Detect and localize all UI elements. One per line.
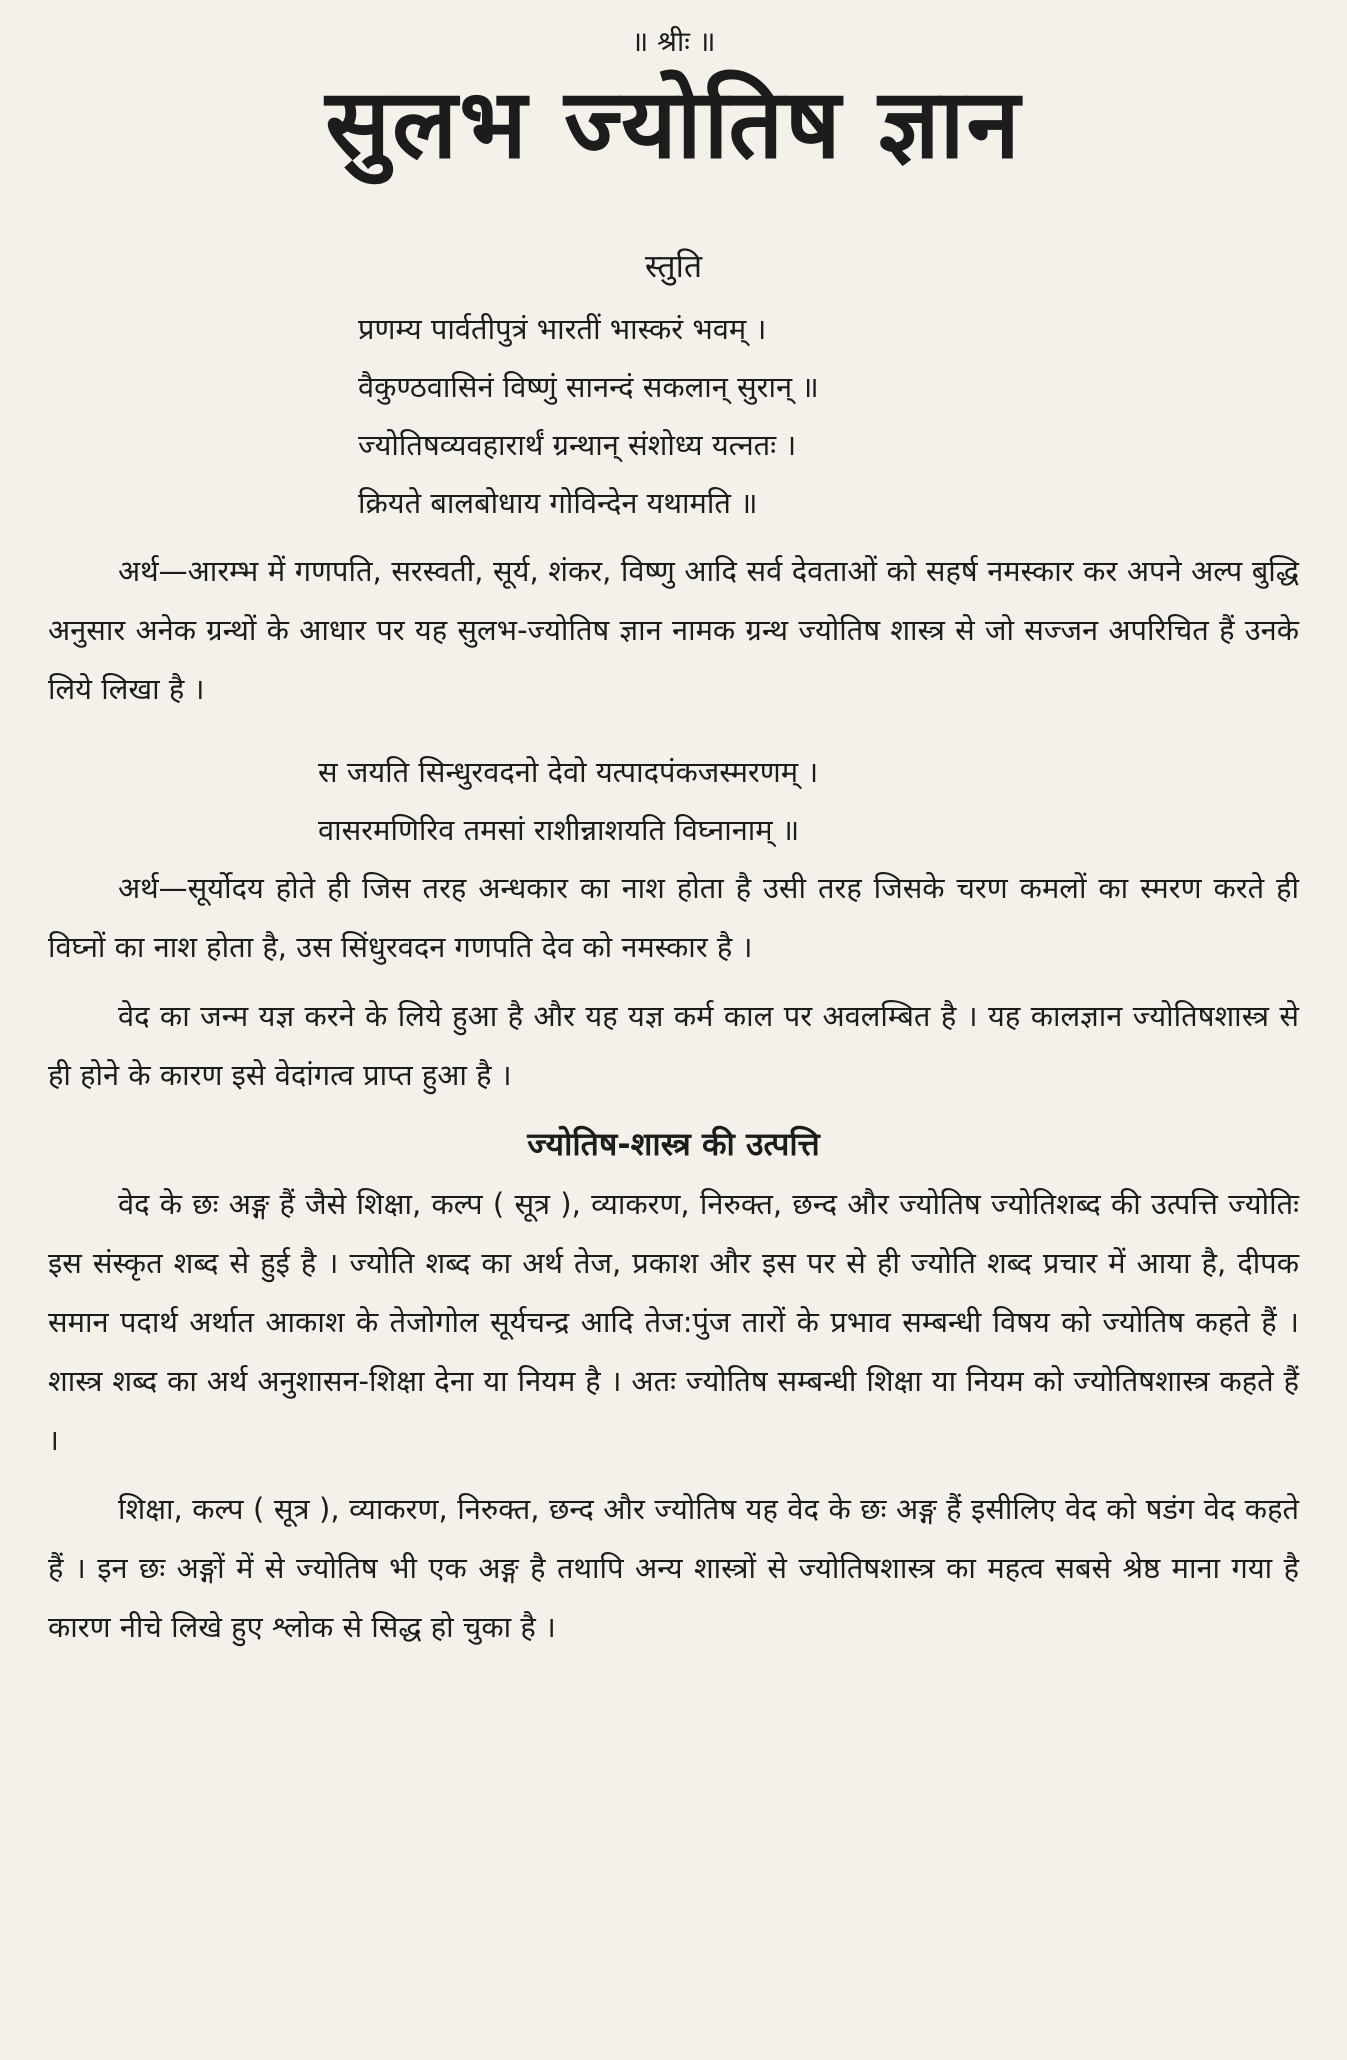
- meaning-paragraph-1: [48, 542, 1299, 719]
- invocation: ॥ श्रीः ॥: [631, 25, 716, 58]
- book-title: सुलभ ज्योतिष ज्ञान: [325, 68, 1022, 180]
- meaning-text-2: अर्थ—सूर्योदय होते ही जिस तरह अन्धकार का नाश होता है उसी तरह जिसके चरण कमलों का स्मरण करते ही विघ्नों का नाश होता है, उस सिंधुरवदन गणपति देव को नमस्कार है ।: [48, 871, 1299, 964]
- section-text-1: वेद के छः अङ्ग हैं जैसे शिक्षा, कल्प ( सूत्र ), व्याकरण, निरुक्त, छन्द और ज्योतिष ज्योतिशब्द की उत्पत्ति ज्योतिः इस संस्कृत शब्द से हुई है । ज्योति शब्द का अर्थ तेज, प्रकाश और इस पर से ही ज्योति शब्द प्रचार में आया है, दीपक समान पदार्थ अर्थात आकाश के तेजोगोल सूर्यचन्द्र आदि तेज:पुंज तारों के प्रभाव सम्बन्धी विषय को ज्योतिष कहते हैं । शास्त्र शब्द का अर्थ अनुशासन-शिक्षा देना या नियम है । अतः ज्योतिष सम्बन्धी शिक्षा या नियम को ज्योतिषशास्त्र कहते हैं ।: [48, 1187, 1299, 1457]
- verse-line: वासरमणिरिव तमसां राशीन्नाशयति विघ्नानाम् ॥: [318, 813, 800, 847]
- veda-text: वेद का जन्म यज्ञ करने के लिये हुआ है और यह यज्ञ कर्म काल पर अवलम्बित है । यह कालज्ञान ज्योतिषशास्त्र से ही होने के कारण इसे वेदांगत्व प्राप्त हुआ है ।: [48, 999, 1299, 1092]
- stuti-heading: स्तुति: [644, 247, 703, 285]
- shloka-verse: [318, 743, 1299, 859]
- meaning-text-1: अर्थ—आरम्भ में गणपति, सरस्वती, सूर्य, शंकर, विष्णु आदि सर्व देवताओं को सहर्ष नमस्कार कर अपने अल्प बुद्धि अनुसार अनेक ग्रन्थों के आधार पर यह सुलभ-ज्योतिष ज्ञान नामक ग्रन्थ ज्योतिष शास्त्र से जो सज्जन अपरिचित हैं उनके लिये लिखा है ।: [48, 554, 1299, 706]
- verse-line: प्रणम्य पार्वतीपुत्रं भारतीं भास्करं भवम् ।: [358, 312, 767, 346]
- stuti-verse: [358, 300, 1299, 532]
- verse-line: ज्योतिषव्यवहारार्थं ग्रन्थान् संशोध्य यत्नतः ।: [358, 428, 797, 462]
- section-title: ज्योतिष-शास्त्र की उत्पत्ति: [527, 1125, 820, 1163]
- verse-line: स जयति सिन्धुरवदनो देवो यत्पादपंकजस्मरणम् ।: [318, 755, 819, 789]
- verse-line: क्रियते बालबोधाय गोविन्देन यथामति ॥: [358, 486, 758, 520]
- verse-line: वैकुण्ठवासिनं विष्णुं सानन्दं सकलान् सुरान् ॥: [358, 370, 819, 404]
- veda-paragraph: [48, 987, 1299, 1105]
- section-paragraph-1: [48, 1175, 1299, 1470]
- meaning-paragraph-2: [48, 859, 1299, 977]
- section-paragraph-2: [48, 1480, 1299, 1657]
- section-text-2: शिक्षा, कल्प ( सूत्र ), व्याकरण, निरुक्त, छन्द और ज्योतिष यह वेद के छः अङ्ग हैं इसीलिए वेद को षडंग वेद कहते हैं । इन छः अङ्गों में से ज्योतिष भी एक अङ्ग है तथापि अन्य शास्त्रों से ज्योतिषशास्त्र का महत्व सबसे श्रेष्ठ माना गया है कारण नीचे लिखे हुए श्लोक से सिद्ध हो चुका है ।: [48, 1492, 1299, 1644]
